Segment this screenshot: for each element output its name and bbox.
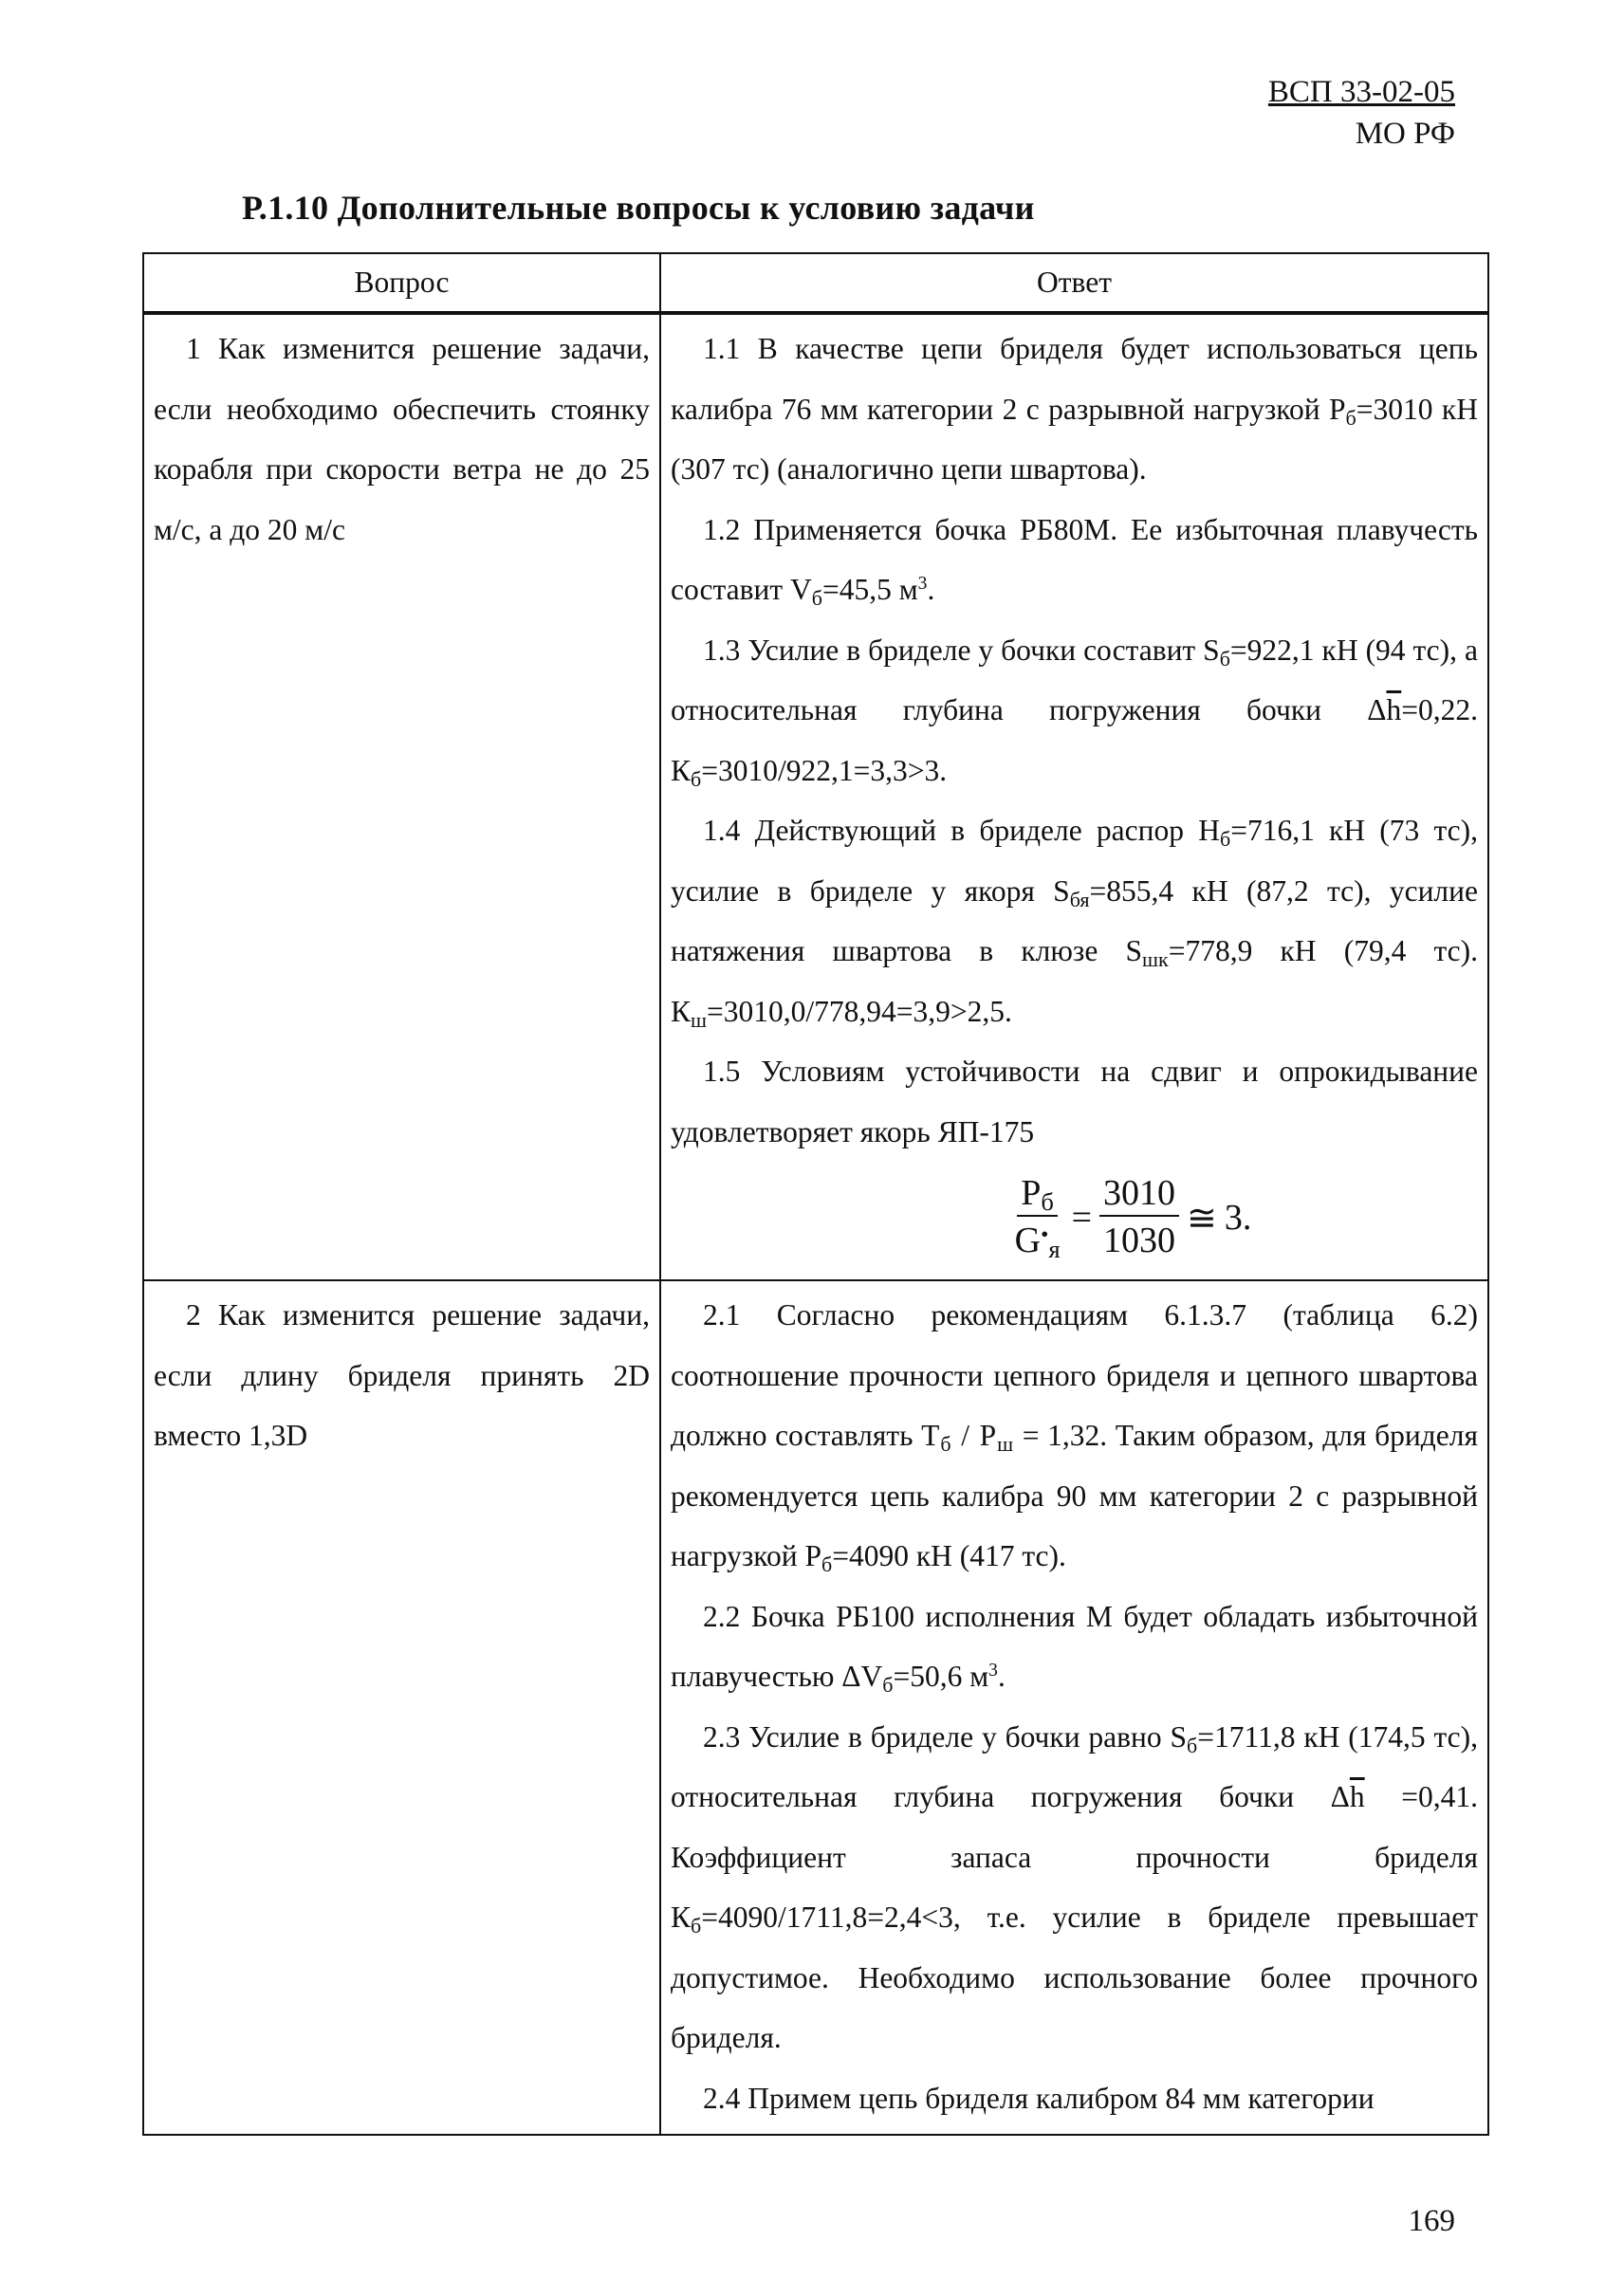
- answer-paragraph-1-5: 1.5 Условиям устойчивости на сдвиг и опрокидывание удовлетворяет якорь ЯП-175: [671, 1055, 1478, 1148]
- answer-cell: [660, 313, 1488, 1280]
- column-header-answer: Ответ: [660, 253, 1488, 313]
- organization-code: МО РФ: [1355, 117, 1455, 151]
- table-row: [143, 313, 1488, 1280]
- answer-paragraph-1-4: 1.4 Действующий в бриделе распор $Н_б=716,1$ кН (73 тс), усилие в бриделе у якоря $S_{бя}=855,4$ кН (87,2 тс), усилие натяжения швартова в клюзе $S_{шк}=778,9$ кН (79,4 тс). $К_ш=3010,0/778,94=3,9>2,5$.: [671, 814, 1478, 1032]
- formula-fraction-symbolic: $\frac{Р_б}{G^•_я}$: [1014, 1173, 1061, 1263]
- document-code-header: [1268, 71, 1455, 155]
- answer-paragraph-2-3: 2.3 Усилие в бриделе у бочки равно $S_б=1711,8$ кН (174,5 тс), относительная глубина погружения бочки $\Delta\overline{h} =0,41$. Коэффициент запаса прочности бриделя $К_б=4090/1711,8=2,4<3$, т.е. усилие в бриделе превышает допустимое. Необходимо использование более прочного бриделя.: [671, 1719, 1479, 2054]
- formula-fraction-numeric: $\frac{3010}{1030}$: [1099, 1171, 1179, 1264]
- section-title: Р.1.10 Дополнительные вопросы к условию задачи: [242, 189, 1035, 227]
- page-number: 169: [1408, 2204, 1455, 2238]
- table-row: [143, 1280, 1488, 2135]
- answer-paragraph-2-1: 2.1 Согласно рекомендациям 6.1.3.7 (таблица 6.2) соотношение прочности цепного бриделя и цепного швартова должно составлять $Т_б / Р_ш = 1,32$. Таким образом, для бриделя рекомендуется цепь калибра 90 мм категории 2 с разрывной нагрузкой $Р_б=4090$ кН (417 тс).: [671, 1298, 1478, 1576]
- question-text: 1 Как изменится решение задачи, если необходимо обеспечить стоянку корабля при скорости ветра не до 25 м/с, а до 20 м/с: [154, 332, 650, 546]
- question-text: 2 Как изменится решение задачи, если длину бриделя принять 2D вместо 1,3D: [154, 1298, 650, 1452]
- column-header-question: Вопрос: [143, 253, 660, 313]
- standard-code: ВСП 33-02-05: [1267, 75, 1455, 109]
- stability-formula: $\frac{Р_б}{G^•_я}$ = $\frac{3010}{1030}$ ≅ 3.: [784, 1162, 1478, 1274]
- answer-paragraph-2-2: 2.2 Бочка РБ100 исполнения М будет обладать избыточной плавучестью $\Delta V_б=50,6$ $м^3$.: [671, 1599, 1478, 1697]
- table-header-row: [143, 253, 1488, 313]
- question-answer-table: [142, 252, 1489, 2136]
- answer-paragraph-1-1: 1.1 В качестве цепи бриделя будет использоваться цепь калибра 76 мм категории 2 с разрывной нагрузкой $Р_б=3010$ кН (307 тс) (аналогично цепи швартова).: [671, 332, 1478, 486]
- answer-paragraph-1-3: 1.3 Усилие в бриделе у бочки составит $S_б=922,1$ кН (94 тс), а относительная глубина погружения бочки $\Delta\overline{h}=0,22$. $К_б=3010/922,1=3,3>3$.: [671, 633, 1478, 791]
- question-cell: [143, 313, 660, 1280]
- answer-paragraph-1-2: 1.2 Применяется бочка РБ80М. Ее избыточная плавучесть составит $V_б=45,5$ $м^3$.: [671, 512, 1478, 610]
- answer-paragraph-2-4: 2.4 Примем цепь бриделя калибром 84 мм категории: [703, 2081, 1375, 2115]
- answer-cell: [660, 1280, 1488, 2135]
- question-cell: [143, 1280, 660, 2135]
